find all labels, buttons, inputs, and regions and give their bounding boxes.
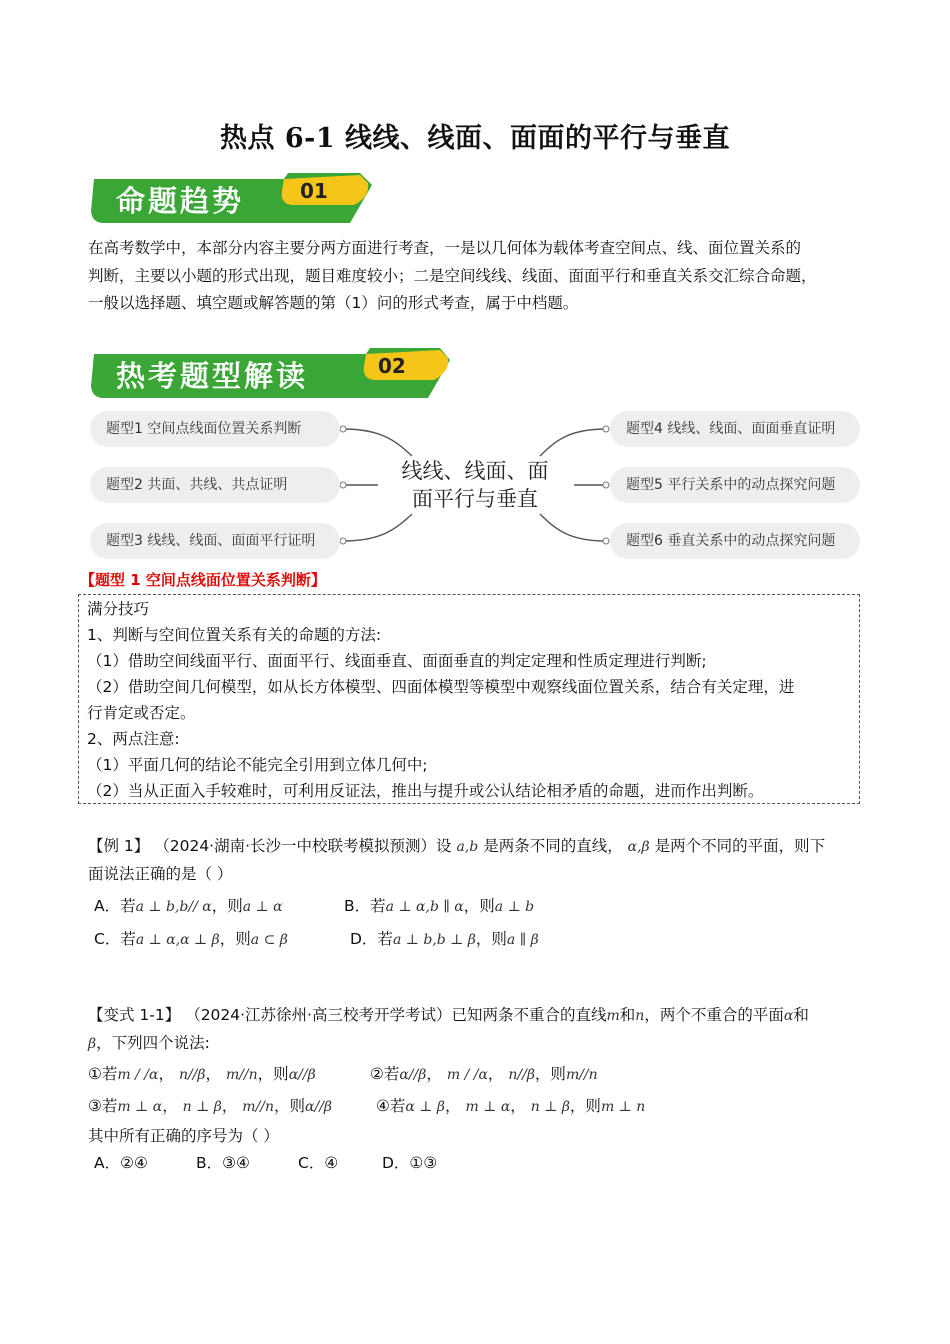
variant-source: （2024·江苏徐州·高三校考开学考试）已知两条不重合的直线 [185,1006,607,1024]
punct: ， [158,1065,174,1083]
math: n ⊥ β [182,1099,222,1115]
math: m ⊥ n [600,1099,646,1115]
option-text: ，则 [219,930,251,948]
intro-paragraph [88,235,878,318]
variant-text: ，两个不重合的平面 [644,1006,784,1024]
math: a ⊥ b [494,899,535,915]
intro-line: 一般以选择题、填空题或解答题的第（1）问的形式考查，属于中档题。 [88,294,579,312]
example-text: 是两条不同的直线， [483,837,623,855]
punct: ， [487,1065,504,1083]
math: a ⊂ β [250,932,288,948]
type1-heading: 【题型 1 空间点线面位置关系判断】 [80,571,326,589]
variant1-stem-line1 [88,1003,809,1025]
mindmap-node-type1: 题型1 空间点线面位置关系判断 [90,411,340,447]
example1-stem-line1 [88,834,825,856]
math: α,β [627,839,650,855]
banner-label: 命题趋势 [116,184,245,218]
variant1-question: 其中所有正确的序号为（ ） [88,1127,279,1145]
example-text: 是两个不同的平面，则下 [654,837,826,855]
math: α//β [305,1099,333,1115]
tips-line: 1、判断与空间位置关系有关的命题的方法: [87,626,382,644]
example-source: （2024·湖南·长沙一中校联考模拟预测）设 [154,837,452,855]
math: a ⊥ α,α ⊥ β [135,932,220,948]
intro-line: 在高考数学中，本部分内容主要分两方面进行考查，一是以几何体为载体考查空间点、线、面位置关系的 [88,239,802,257]
punct: ， [162,1097,178,1115]
punct: ， [205,1065,221,1083]
statement-text: ，则 [257,1065,289,1083]
option-text: ，则 [475,930,507,948]
math: a ∥ β [506,932,539,948]
math: n//β [178,1067,206,1083]
center-line: 线线、线面、面 [401,459,549,483]
punct: ， [445,1097,461,1115]
mindmap-node-type3: 题型3 线线、线面、面面平行证明 [90,523,340,559]
mindmap-center-topic [390,457,560,513]
statement-text: ，则 [534,1065,566,1083]
center-line: 面平行与垂直 [412,487,538,511]
option-label: A．若 [94,897,136,915]
math: m [606,1008,620,1024]
option-label: D．若 [350,930,393,948]
tips-line: 行肯定或否定。 [87,704,196,722]
math: α [783,1008,794,1024]
page-title: 热点 6-1 线线、线面、面面的平行与垂直 [219,123,731,154]
math: m / /α [117,1067,159,1083]
math: α//β [399,1067,427,1083]
variant1-option-b: B．③④ [196,1154,250,1172]
variant-text: 和 [619,1006,636,1024]
variant1-statement-4 [376,1094,645,1116]
mindmap-node-type6: 题型6 垂直关系中的动点探究问题 [610,523,860,559]
example-tag: 【例 1】 [88,837,150,855]
math: m ⊥ α [117,1099,163,1115]
statement-label: ③若 [88,1097,118,1115]
mindmap-node-type2: 题型2 共面、共线、共点证明 [90,467,340,503]
example1-option-c [94,927,288,949]
math: α ⊥ β [405,1099,446,1115]
math: a,b [456,839,479,855]
example1-stem-line2: 面说法正确的是（ ） [88,865,233,883]
variant1-option-a: A．②④ [94,1154,148,1172]
intro-line: 判断，主要以小题的形式出现，题目难度较小；二是空间线线、线面、面面平行和垂直关系交汇综合命题， [88,266,817,285]
variant-text: 和 [793,1006,809,1024]
tips-box [78,594,860,804]
tips-line: （1）借助空间线面平行、面面平行、线面垂直、面面垂直的判定定理和性质定理进行判断; [87,652,707,670]
tips-line: 2、两点注意: [87,730,180,748]
option-text: ，则 [463,897,495,915]
statement-label: ②若 [370,1065,400,1083]
statement-label: ④若 [376,1097,406,1115]
banner-number: 02 [378,354,406,378]
variant1-statement-2 [370,1062,598,1084]
variant1-stem-line2 [88,1031,210,1053]
variant1-option-d: D．①③ [382,1154,438,1172]
punct: ， [221,1097,238,1115]
tips-line: （1）平面几何的结论不能完全引用到立体几何中; [87,756,428,774]
variant-tag: 【变式 1-1】 [88,1006,181,1024]
math: m ⊥ α [465,1099,511,1115]
math: a ⊥ b,b ⊥ β [392,932,476,948]
mindmap-node-type4: 题型4 线线、线面、面面垂直证明 [610,411,860,447]
banner-label: 热考题型解读 [116,359,309,393]
variant1-statement-3 [88,1094,332,1116]
punct: ， [426,1065,442,1083]
mindmap-node-type5: 题型5 平行关系中的动点探究问题 [610,467,860,503]
math: m//n [242,1099,275,1115]
statement-text: ，则 [569,1097,601,1115]
math: β [88,1036,97,1052]
math: m//n [565,1067,598,1083]
tips-line: （2）当从正面入手较难时，可利用反证法，推出与提升或公认结论相矛盾的命题，进而作出判断。 [87,782,764,800]
punct: ， [510,1097,526,1115]
math: a ⊥ α [242,899,283,915]
tips-line: （2）借助空间几何模型，如从长方体模型、四面体模型等模型中观察线面位置关系，结合有关定理，进 [87,678,795,696]
section-banner-trend [88,171,378,231]
math: n ⊥ β [530,1099,570,1115]
example1-option-a [94,894,283,916]
section-banner-types [88,346,458,406]
tips-title: 满分技巧 [87,600,150,618]
example1-option-b [344,894,534,916]
math: m//n [225,1067,258,1083]
variant1-option-c: C．④ [298,1154,339,1172]
math: a ⊥ b,b// α [135,899,212,915]
variant1-statement-1 [88,1062,316,1084]
option-label: B．若 [344,897,386,915]
example1-option-d [350,927,539,949]
math: n//β [508,1067,535,1083]
variant-text: ，下列四个说法: [96,1034,210,1052]
math: m / /α [446,1067,488,1083]
statement-text: ，则 [274,1097,306,1115]
option-text: ，则 [211,897,243,915]
math: n [635,1008,645,1024]
banner-number: 01 [300,179,328,203]
option-label: C．若 [94,930,136,948]
statement-label: ①若 [88,1065,118,1083]
math: a ⊥ α,b ∥ α [385,899,464,915]
math: α//β [288,1067,316,1083]
